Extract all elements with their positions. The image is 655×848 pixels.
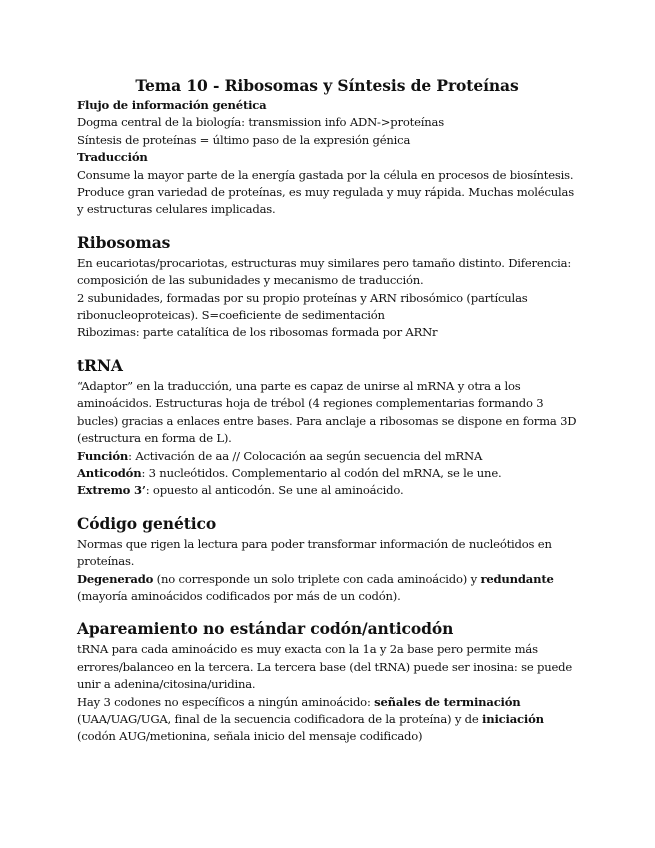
ribosomas-paragraph-1: En eucariotas/procariotas, estructuras muy similares pero tamaño distinto. Diferencia: composición de las subunidades y mecanismo de traducción. [77, 255, 572, 288]
extremo-label: Extremo 3’ [77, 483, 146, 498]
redundante-label: redundante [480, 571, 554, 586]
sintesis-line: Síntesis de proteínas = último paso de la expresión génica [77, 132, 411, 147]
degenerado-text: (no corresponde un solo triplete con cada aminoácido) y [153, 571, 481, 586]
ribosomas-paragraph-2: 2 subunidades, formadas por su propio proteínas y ARN ribosómico (partículas ribonucleoproteicas). S=coeficiente de sedimentación [77, 290, 528, 323]
ribosomas-paragraph-3: Ribozimas: parte catalítica de los ribosomas formada por ARNr [77, 325, 438, 340]
trna-funcion [77, 448, 577, 465]
codigo-paragraph: Normas que rigen la lectura para poder transformar información de nucleótidos en proteínas. [77, 536, 552, 569]
dogma-line: Dogma central de la biología: transmission info ADN->proteínas [77, 115, 444, 130]
codigo-degenerado [77, 571, 577, 606]
funcion-text: : Activación de aa // Colocación aa según secuencia del mRNA [128, 448, 483, 463]
degenerado-label: Degenerado [77, 571, 154, 586]
iniciacion-label: iniciación [482, 711, 544, 726]
subheading-flujo: Flujo de información genética [77, 98, 267, 112]
section-heading-ribosomas: Ribosomas [77, 232, 171, 252]
redundante-text: (mayoría aminoácidos codificados por más de un codón). [77, 588, 401, 603]
funcion-label: Función [77, 448, 129, 463]
apareamiento-p2-end: (codón AUG/metionina, señala inicio del mensaje codificado) [77, 729, 423, 744]
page-title: Tema 10 - Ribosomas y Síntesis de Proteínas [135, 76, 519, 95]
section-heading-apareamiento: Apareamiento no estándar codón/anticodón [77, 619, 454, 639]
trna-extremo [77, 482, 577, 499]
trna-anticodon [77, 465, 577, 482]
senales-label: señales de terminación [374, 694, 521, 709]
anticodon-label: Anticodón [77, 465, 142, 480]
traduccion-paragraph: Consume la mayor parte de la energía gastada por la célula en procesos de biosíntesis. Produce gran variedad de proteínas, es muy regulada y muy rápida. Muchas moléculas y estructuras celulares implicadas. [77, 167, 574, 217]
apareamiento-p2-start: Hay 3 codones no específicos a ningún aminoácido: [77, 694, 375, 709]
apareamiento-paragraph-2 [77, 694, 577, 746]
apareamiento-p2-mid: (UAA/UAG/UGA, final de la secuencia codificadora de la proteína) y de [77, 711, 483, 726]
subheading-traduccion: Traducción [77, 150, 148, 165]
extremo-text: : opuesto al anticodón. Se une al aminoácido. [145, 483, 404, 498]
section-heading-codigo: Código genético [77, 513, 217, 533]
trna-paragraph: “Adaptor” en la traducción, una parte es capaz de unirse al mRNA y otra a los aminoácidos. Estructuras hoja de trébol (4 regiones complementarias formando 3 bucles) gracias a enlaces entre bases. Para anclaje a ribosomas se dispone en forma 3D (estructura en forma de L). [77, 378, 577, 446]
apareamiento-paragraph-1: tRNA para cada aminoácido es muy exacta con la 1a y 2a base pero permite más errores/balanceo en la tercera. La tercera base (del tRNA) puede ser inosina: se puede unir a adenina/citosina/uridina. [77, 642, 573, 692]
anticodon-text: : 3 nucleótidos. Complementario al codón del mRNA, se le une. [141, 465, 502, 480]
section-heading-trna: tRNA [77, 355, 123, 375]
document-page [77, 76, 577, 746]
